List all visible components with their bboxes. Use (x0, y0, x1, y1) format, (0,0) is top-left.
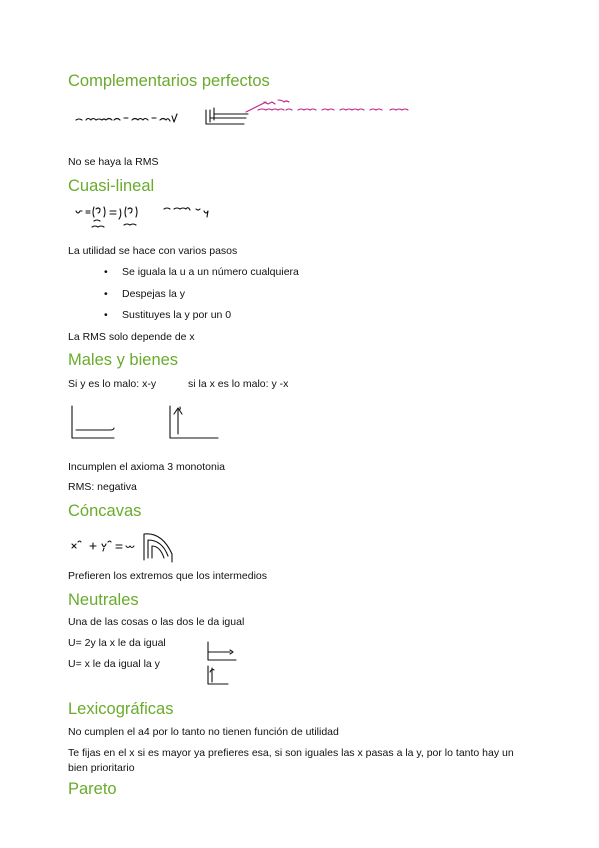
note1-males-bienes: Incumplen el axioma 3 monotonia (68, 461, 226, 473)
intro-neutrales: Una de las cosas o las dos le da igual (68, 616, 245, 628)
note2-males-bienes: RMS: negativa (68, 481, 137, 493)
neutrales-line2: U= x le da igual la y (68, 658, 160, 670)
bullet-icon: • (104, 309, 108, 321)
graph-y-bad-sketch (68, 402, 128, 442)
note-cuasi-lineal: La RMS solo depende de x (68, 331, 195, 343)
heading-cuasi-lineal: Cuasi-lineal (68, 177, 155, 195)
intro-cuasi-lineal: La utilidad se hace con varios pasos (68, 245, 238, 257)
heading-males-bienes: Males y bienes (68, 351, 179, 369)
list-item-text: Despejas la y (122, 288, 186, 300)
list-item (104, 288, 185, 300)
note2-lexicograficas: Te fijas en el x si es mayor ya prefieres esa, si son iguales las x pasas a la y, por lo tanto hay un bien prioritario (68, 747, 514, 774)
heading-lexicograficas: Lexicográficas (68, 700, 174, 718)
males-line-b: si la x es lo malo: y -x (188, 378, 289, 390)
males-line-a: Si y es lo malo: x-y (68, 378, 157, 390)
handwritten-cuasi-lineal-formula (74, 203, 234, 239)
note1-lexicograficas: No cumplen el a4 por lo tanto no tienen función de utilidad (68, 726, 339, 738)
graph-neutral-x-sketch (202, 640, 242, 664)
heading-pareto: Pareto (68, 780, 117, 798)
heading-concavas: Cóncavas (68, 502, 142, 520)
bullet-icon: • (104, 288, 108, 300)
list-item (104, 266, 299, 278)
heading-complementarios: Complementarios perfectos (68, 72, 270, 90)
graph-x-bad-sketch (166, 404, 226, 444)
note-concavas: Prefieren los extremos que los intermedios (68, 570, 268, 582)
bullet-icon: • (104, 266, 108, 278)
handwritten-concavas-formula (68, 530, 188, 564)
list-item-text: Se iguala la u a un número cualquiera (122, 266, 299, 278)
graph-neutral-y-sketch (202, 664, 242, 688)
heading-neutrales: Neutrales (68, 591, 139, 609)
list-item (104, 309, 231, 321)
note-complementarios: No se haya la RMS (68, 156, 159, 168)
neutrales-line1: U= 2y la x le da igual (68, 637, 166, 649)
handwritten-complementarios-sketch (74, 98, 454, 130)
list-item-text: Sustituyes la y por un 0 (122, 309, 232, 321)
